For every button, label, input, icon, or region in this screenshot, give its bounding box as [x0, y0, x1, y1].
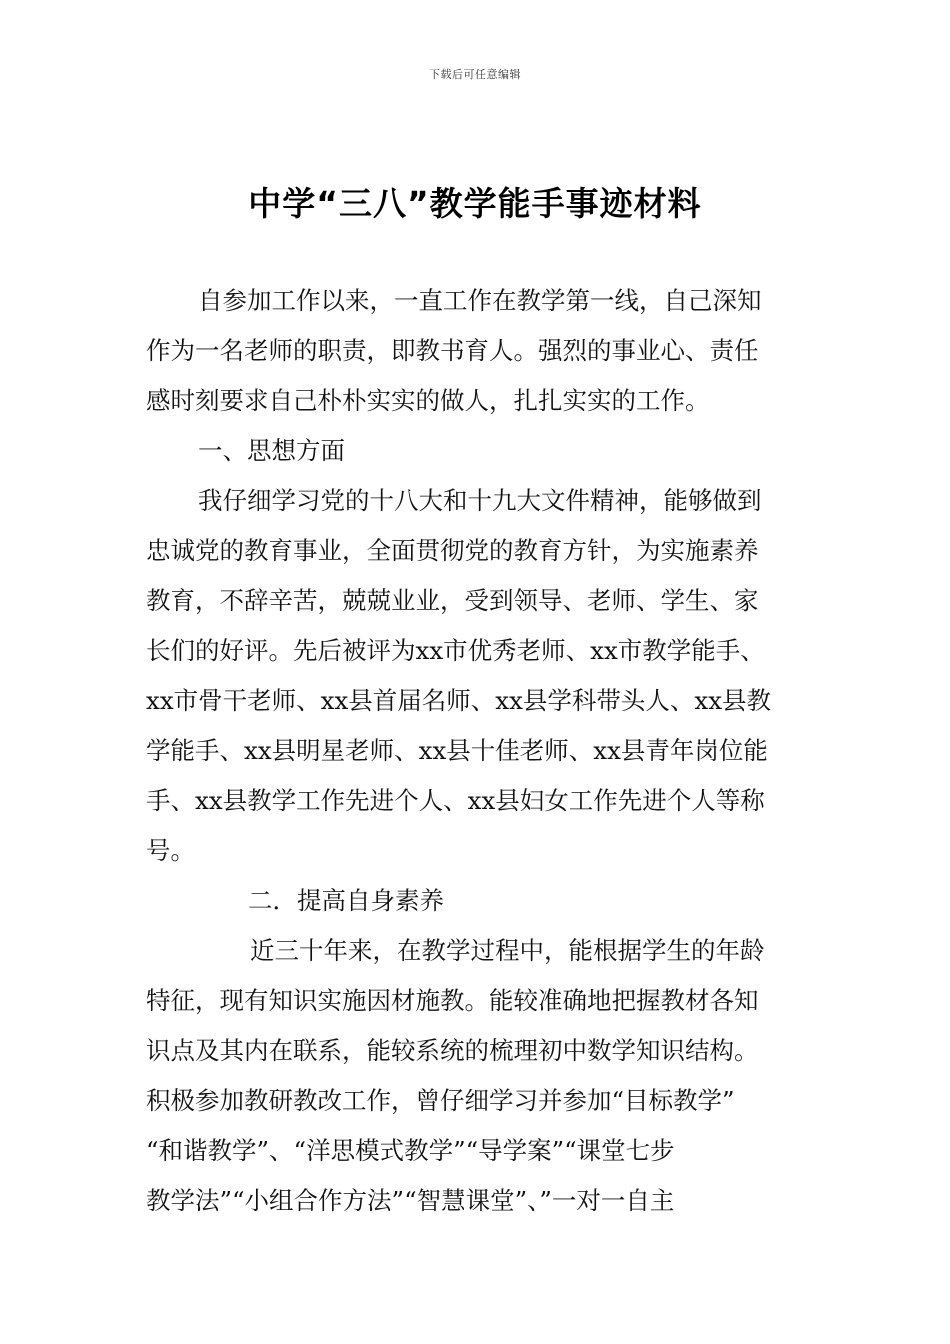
body-line: 忠诚党的教育事业，全面贯彻党的教育方针，为实施素养 [146, 536, 759, 565]
body-line: 我仔细学习党的十八大和十九大文件精神，能够做到 [198, 486, 762, 515]
body-line: 感时刻要求自己朴朴实实的做人，扎扎实实的工作。 [146, 386, 710, 415]
body-line: 自参加工作以来，一直工作在教学第一线，自己深知 [198, 286, 762, 315]
section-heading-self-improvement: 二．提高自身素养 [248, 886, 444, 915]
section-heading-thought: 一、思想方面 [198, 436, 345, 465]
body-line: 教学法”“小组合作方法”“智慧课堂”、”一对一自主 [146, 1186, 675, 1215]
document-body [146, 276, 811, 1226]
body-line: 手、xx县教学工作先进个人、xx县妇女工作先进个人等称 [146, 786, 765, 815]
header-note: 下载后可任意编辑 [429, 68, 521, 81]
body-line: 学能手、xx县明星老师、xx县十佳老师、xx县青年岗位能 [146, 736, 768, 765]
body-line: xx市骨干老师、xx县首届名师、xx县学科带头人、xx县教 [146, 686, 772, 715]
body-line: 号。 [146, 836, 195, 865]
body-line: 长们的好评。先后被评为xx市优秀老师、xx市教学能手、 [146, 636, 765, 665]
body-line: 作为一名老师的职责，即教书育人。强烈的事业心、责任 [146, 336, 759, 365]
document-title: 中学“三八”教学能手事迹材料 [248, 184, 702, 223]
body-line: 识点及其内在联系，能较系统的梳理初中数学知识结构。 [146, 1036, 759, 1065]
body-line: 近三十年来，在教学过程中，能根据学生的年龄 [250, 936, 765, 965]
body-line: “和谐教学”、“洋思模式教学”“导学案”“课堂七步 [146, 1136, 675, 1165]
body-line: 积极参加教研教改工作，曾仔细学习并参加“目标教学” [146, 1086, 735, 1115]
body-line: 教育，不辞辛苦，兢兢业业，受到领导、老师、学生、家 [146, 586, 759, 615]
body-line: 特征，现有知识实施因材施教。能较准确地把握教材各知 [146, 986, 759, 1015]
